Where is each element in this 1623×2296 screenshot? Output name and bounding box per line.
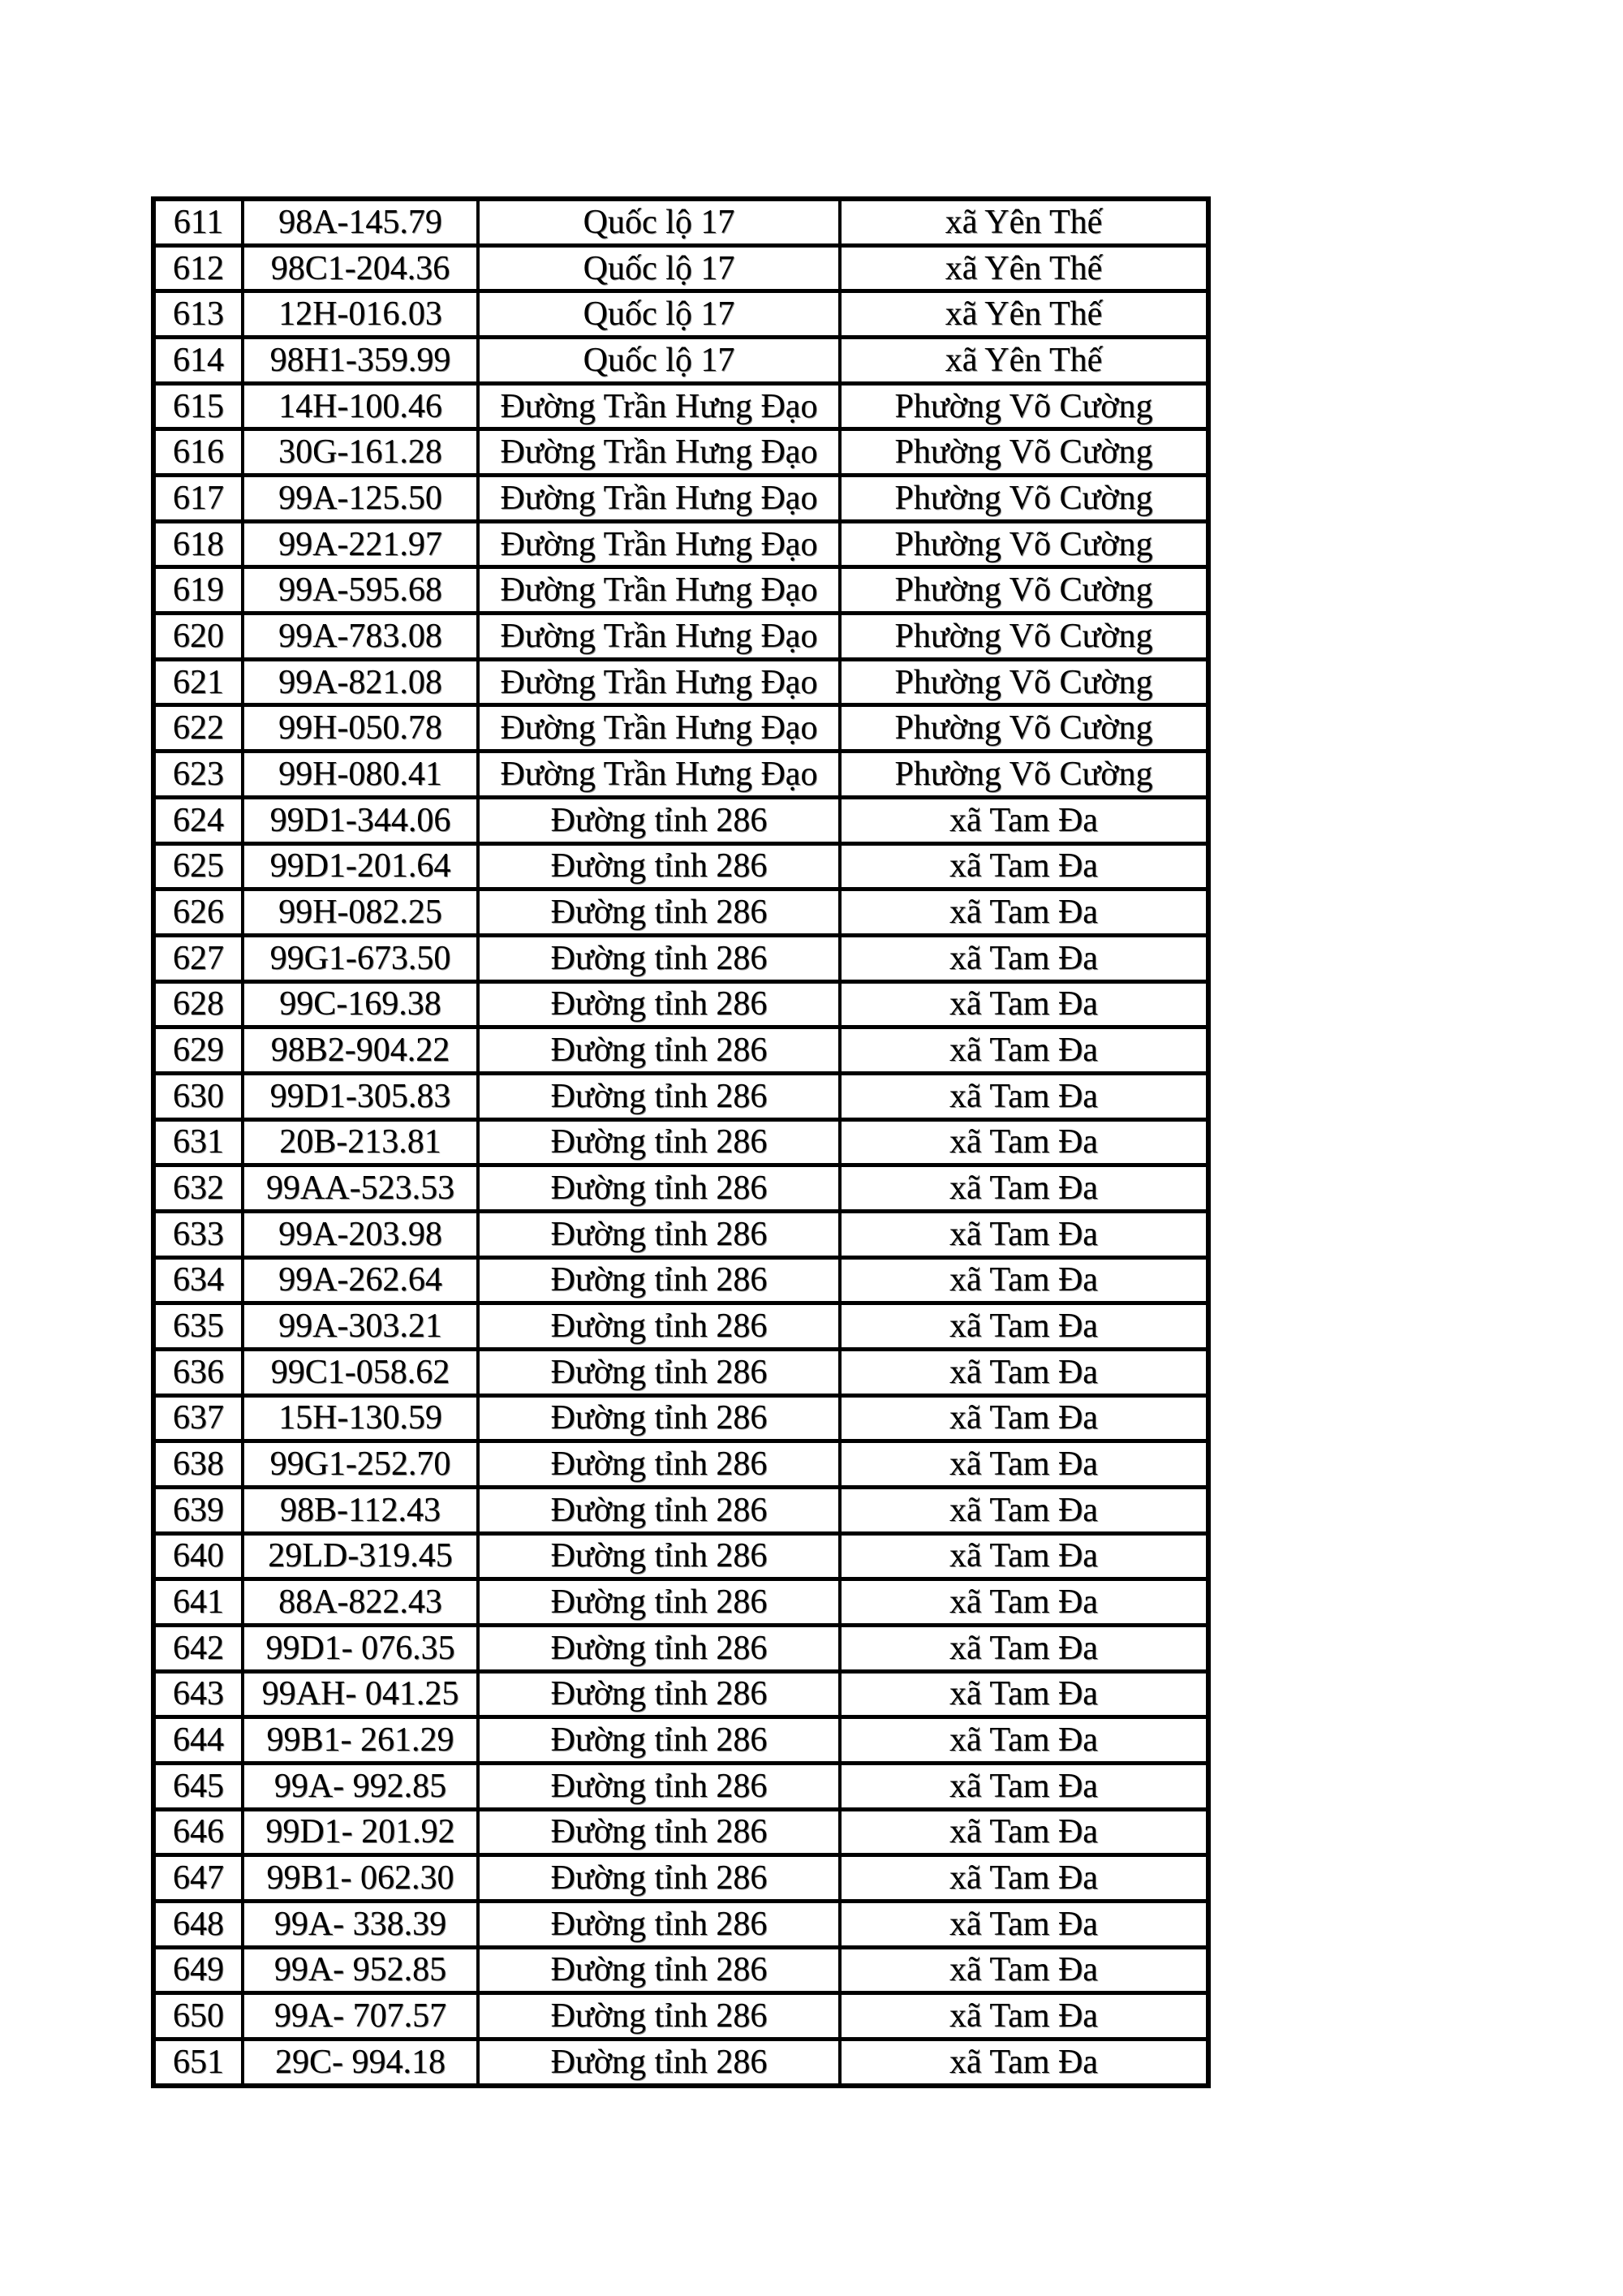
street-name-cell: Đường tỉnh 286	[478, 1119, 840, 1165]
street-name-cell: Quốc lộ 17	[478, 199, 840, 245]
street-name-cell: Đường Trần Hưng Đạo	[478, 567, 840, 614]
street-name-cell: Đường tỉnh 286	[478, 2039, 840, 2086]
street-name-cell: Đường tỉnh 286	[478, 1487, 840, 1533]
street-name-cell: Đường Trần Hưng Đạo	[478, 659, 840, 705]
street-name-cell: Đường tỉnh 286	[478, 1073, 840, 1119]
license-plate-cell: 99H-082.25	[243, 890, 478, 936]
row-number-cell: 632	[153, 1165, 243, 1212]
ward-name-cell: xã Tam Đa	[840, 935, 1208, 981]
license-plate-cell: 99G1-252.70	[243, 1441, 478, 1488]
license-plate-cell: 99D1-344.06	[243, 797, 478, 843]
row-number-cell: 636	[153, 1349, 243, 1395]
table-row	[153, 890, 1208, 936]
street-name-cell: Đường tỉnh 286	[478, 1855, 840, 1902]
ward-name-cell: xã Tam Đa	[840, 981, 1208, 1027]
table-row	[153, 1073, 1208, 1119]
row-number-cell: 651	[153, 2039, 243, 2086]
license-plate-cell: 99A-203.98	[243, 1211, 478, 1257]
street-name-cell: Đường Trần Hưng Đạo	[478, 383, 840, 429]
license-plate-cell: 99A-595.68	[243, 567, 478, 614]
ward-name-cell: xã Tam Đa	[840, 1625, 1208, 1671]
license-plate-cell: 99A-221.97	[243, 521, 478, 567]
ward-name-cell: xã Tam Đa	[840, 843, 1208, 890]
table-row	[153, 1717, 1208, 1764]
license-plate-cell: 99A-783.08	[243, 614, 478, 660]
street-name-cell: Đường Trần Hưng Đạo	[478, 521, 840, 567]
table-row	[153, 705, 1208, 752]
row-number-cell: 646	[153, 1809, 243, 1855]
table-row	[153, 752, 1208, 798]
license-plate-cell: 99D1-305.83	[243, 1073, 478, 1119]
table-row	[153, 476, 1208, 522]
table-row	[153, 843, 1208, 890]
street-name-cell: Đường tỉnh 286	[478, 1349, 840, 1395]
table-row	[153, 659, 1208, 705]
ward-name-cell: xã Tam Đa	[840, 1809, 1208, 1855]
ward-name-cell: xã Tam Đa	[840, 797, 1208, 843]
street-name-cell: Đường tỉnh 286	[478, 1441, 840, 1488]
ward-name-cell: xã Yên Thế	[840, 291, 1208, 338]
ward-name-cell: Phường Võ Cường	[840, 383, 1208, 429]
street-name-cell: Đường tỉnh 286	[478, 1395, 840, 1441]
license-plate-cell: 99A-262.64	[243, 1257, 478, 1303]
license-plate-cell: 30G-161.28	[243, 429, 478, 476]
ward-name-cell: xã Tam Đa	[840, 1441, 1208, 1488]
row-number-cell: 649	[153, 1947, 243, 1993]
ward-name-cell: xã Yên Thế	[840, 199, 1208, 245]
table-row	[153, 1855, 1208, 1902]
row-number-cell: 631	[153, 1119, 243, 1165]
street-name-cell: Đường tỉnh 286	[478, 1625, 840, 1671]
row-number-cell: 625	[153, 843, 243, 890]
street-name-cell: Đường tỉnh 286	[478, 935, 840, 981]
street-name-cell: Đường tỉnh 286	[478, 1901, 840, 1947]
ward-name-cell: xã Tam Đa	[840, 1533, 1208, 1579]
table-row	[153, 1763, 1208, 1809]
ward-name-cell: xã Tam Đa	[840, 1073, 1208, 1119]
ward-name-cell: Phường Võ Cường	[840, 752, 1208, 798]
ward-name-cell: xã Yên Thế	[840, 245, 1208, 291]
ward-name-cell: Phường Võ Cường	[840, 705, 1208, 752]
license-plate-cell: 99A- 338.39	[243, 1901, 478, 1947]
street-name-cell: Đường tỉnh 286	[478, 1165, 840, 1212]
license-plate-cell: 99H-050.78	[243, 705, 478, 752]
table-row	[153, 1257, 1208, 1303]
table-row	[153, 981, 1208, 1027]
license-plate-cell: 99A- 707.57	[243, 1993, 478, 2040]
ward-name-cell: xã Tam Đa	[840, 1855, 1208, 1902]
license-plate-cell: 99G1-673.50	[243, 935, 478, 981]
street-name-cell: Đường Trần Hưng Đạo	[478, 476, 840, 522]
license-plate-cell: 99AH- 041.25	[243, 1671, 478, 1717]
table-row	[153, 1165, 1208, 1212]
street-name-cell: Đường Trần Hưng Đạo	[478, 429, 840, 476]
row-number-cell: 620	[153, 614, 243, 660]
license-plate-cell: 99A-821.08	[243, 659, 478, 705]
license-plate-cell: 99C-169.38	[243, 981, 478, 1027]
row-number-cell: 615	[153, 383, 243, 429]
ward-name-cell: xã Tam Đa	[840, 1349, 1208, 1395]
street-name-cell: Đường tỉnh 286	[478, 1809, 840, 1855]
street-name-cell: Đường tỉnh 286	[478, 797, 840, 843]
license-plate-cell: 98H1-359.99	[243, 338, 478, 384]
table-row	[153, 1533, 1208, 1579]
row-number-cell: 644	[153, 1717, 243, 1764]
license-plate-cell: 98B-112.43	[243, 1487, 478, 1533]
table-row	[153, 1809, 1208, 1855]
table-row	[153, 245, 1208, 291]
license-plate-cell: 99D1-201.64	[243, 843, 478, 890]
row-number-cell: 639	[153, 1487, 243, 1533]
ward-name-cell: xã Tam Đa	[840, 2039, 1208, 2086]
row-number-cell: 622	[153, 705, 243, 752]
license-plate-cell: 29C- 994.18	[243, 2039, 478, 2086]
table-row	[153, 1901, 1208, 1947]
row-number-cell: 626	[153, 890, 243, 936]
table-row	[153, 1395, 1208, 1441]
table-row	[153, 1441, 1208, 1488]
table-row	[153, 1579, 1208, 1626]
table-row	[153, 1027, 1208, 1074]
ward-name-cell: xã Tam Đa	[840, 890, 1208, 936]
row-number-cell: 633	[153, 1211, 243, 1257]
vehicle-list-table	[151, 196, 1211, 2088]
row-number-cell: 628	[153, 981, 243, 1027]
license-plate-cell: 12H-016.03	[243, 291, 478, 338]
street-name-cell: Quốc lộ 17	[478, 291, 840, 338]
row-number-cell: 629	[153, 1027, 243, 1074]
table-row	[153, 2039, 1208, 2086]
row-number-cell: 618	[153, 521, 243, 567]
street-name-cell: Đường tỉnh 286	[478, 843, 840, 890]
street-name-cell: Đường tỉnh 286	[478, 1533, 840, 1579]
ward-name-cell: xã Tam Đa	[840, 1579, 1208, 1626]
row-number-cell: 612	[153, 245, 243, 291]
ward-name-cell: xã Tam Đa	[840, 1487, 1208, 1533]
street-name-cell: Đường tỉnh 286	[478, 1027, 840, 1074]
street-name-cell: Quốc lộ 17	[478, 245, 840, 291]
ward-name-cell: xã Tam Đa	[840, 1993, 1208, 2040]
ward-name-cell: xã Tam Đa	[840, 1763, 1208, 1809]
ward-name-cell: xã Tam Đa	[840, 1211, 1208, 1257]
license-plate-cell: 15H-130.59	[243, 1395, 478, 1441]
ward-name-cell: xã Tam Đa	[840, 1901, 1208, 1947]
ward-name-cell: xã Tam Đa	[840, 1119, 1208, 1165]
license-plate-cell: 99AA-523.53	[243, 1165, 478, 1212]
ward-name-cell: xã Tam Đa	[840, 1947, 1208, 1993]
row-number-cell: 614	[153, 338, 243, 384]
row-number-cell: 619	[153, 567, 243, 614]
table-row	[153, 1119, 1208, 1165]
row-number-cell: 647	[153, 1855, 243, 1902]
ward-name-cell: xã Tam Đa	[840, 1303, 1208, 1350]
license-plate-cell: 99A-303.21	[243, 1303, 478, 1350]
license-plate-cell: 20B-213.81	[243, 1119, 478, 1165]
street-name-cell: Đường tỉnh 286	[478, 1993, 840, 2040]
table-row	[153, 429, 1208, 476]
license-plate-cell: 98B2-904.22	[243, 1027, 478, 1074]
row-number-cell: 650	[153, 1993, 243, 2040]
street-name-cell: Đường tỉnh 286	[478, 1947, 840, 1993]
license-plate-cell: 99A-125.50	[243, 476, 478, 522]
street-name-cell: Đường tỉnh 286	[478, 1211, 840, 1257]
ward-name-cell: xã Yên Thế	[840, 338, 1208, 384]
table-row	[153, 1487, 1208, 1533]
license-plate-cell: 99C1-058.62	[243, 1349, 478, 1395]
row-number-cell: 642	[153, 1625, 243, 1671]
street-name-cell: Đường Trần Hưng Đạo	[478, 614, 840, 660]
table-row	[153, 291, 1208, 338]
table-row	[153, 199, 1208, 245]
row-number-cell: 638	[153, 1441, 243, 1488]
street-name-cell: Đường tỉnh 286	[478, 1257, 840, 1303]
row-number-cell: 645	[153, 1763, 243, 1809]
table-row	[153, 567, 1208, 614]
table-row	[153, 338, 1208, 384]
row-number-cell: 613	[153, 291, 243, 338]
license-plate-cell: 99D1- 201.92	[243, 1809, 478, 1855]
ward-name-cell: xã Tam Đa	[840, 1671, 1208, 1717]
street-name-cell: Đường tỉnh 286	[478, 1717, 840, 1764]
table-row	[153, 521, 1208, 567]
table-row	[153, 1671, 1208, 1717]
street-name-cell: Đường tỉnh 286	[478, 981, 840, 1027]
row-number-cell: 627	[153, 935, 243, 981]
license-plate-cell: 99B1- 062.30	[243, 1855, 478, 1902]
license-plate-cell: 99A- 992.85	[243, 1763, 478, 1809]
table-row	[153, 935, 1208, 981]
street-name-cell: Đường tỉnh 286	[478, 1671, 840, 1717]
ward-name-cell: Phường Võ Cường	[840, 521, 1208, 567]
license-plate-cell: 99B1- 261.29	[243, 1717, 478, 1764]
row-number-cell: 623	[153, 752, 243, 798]
row-number-cell: 621	[153, 659, 243, 705]
street-name-cell: Đường Trần Hưng Đạo	[478, 705, 840, 752]
table-row	[153, 614, 1208, 660]
table-row	[153, 1303, 1208, 1350]
ward-name-cell: xã Tam Đa	[840, 1165, 1208, 1212]
row-number-cell: 624	[153, 797, 243, 843]
row-number-cell: 643	[153, 1671, 243, 1717]
license-plate-cell: 29LD-319.45	[243, 1533, 478, 1579]
table-row	[153, 797, 1208, 843]
street-name-cell: Đường tỉnh 286	[478, 1579, 840, 1626]
table-row	[153, 1349, 1208, 1395]
row-number-cell: 634	[153, 1257, 243, 1303]
vehicle-table-body	[153, 199, 1208, 2086]
license-plate-cell: 98C1-204.36	[243, 245, 478, 291]
row-number-cell: 637	[153, 1395, 243, 1441]
ward-name-cell: Phường Võ Cường	[840, 476, 1208, 522]
street-name-cell: Đường Trần Hưng Đạo	[478, 752, 840, 798]
license-plate-cell: 99D1- 076.35	[243, 1625, 478, 1671]
street-name-cell: Quốc lộ 17	[478, 338, 840, 384]
row-number-cell: 611	[153, 199, 243, 245]
row-number-cell: 648	[153, 1901, 243, 1947]
row-number-cell: 630	[153, 1073, 243, 1119]
row-number-cell: 641	[153, 1579, 243, 1626]
license-plate-cell: 88A-822.43	[243, 1579, 478, 1626]
table-row	[153, 383, 1208, 429]
license-plate-cell: 98A-145.79	[243, 199, 478, 245]
table-row	[153, 1625, 1208, 1671]
ward-name-cell: Phường Võ Cường	[840, 614, 1208, 660]
ward-name-cell: Phường Võ Cường	[840, 429, 1208, 476]
ward-name-cell: Phường Võ Cường	[840, 659, 1208, 705]
table-row	[153, 1947, 1208, 1993]
ward-name-cell: xã Tam Đa	[840, 1027, 1208, 1074]
street-name-cell: Đường tỉnh 286	[478, 890, 840, 936]
ward-name-cell: Phường Võ Cường	[840, 567, 1208, 614]
ward-name-cell: xã Tam Đa	[840, 1717, 1208, 1764]
row-number-cell: 616	[153, 429, 243, 476]
table-row	[153, 1211, 1208, 1257]
license-plate-cell: 99H-080.41	[243, 752, 478, 798]
street-name-cell: Đường tỉnh 286	[478, 1763, 840, 1809]
ward-name-cell: xã Tam Đa	[840, 1257, 1208, 1303]
row-number-cell: 640	[153, 1533, 243, 1579]
row-number-cell: 635	[153, 1303, 243, 1350]
ward-name-cell: xã Tam Đa	[840, 1395, 1208, 1441]
row-number-cell: 617	[153, 476, 243, 522]
license-plate-cell: 14H-100.46	[243, 383, 478, 429]
street-name-cell: Đường tỉnh 286	[478, 1303, 840, 1350]
table-row	[153, 1993, 1208, 2040]
license-plate-cell: 99A- 952.85	[243, 1947, 478, 1993]
